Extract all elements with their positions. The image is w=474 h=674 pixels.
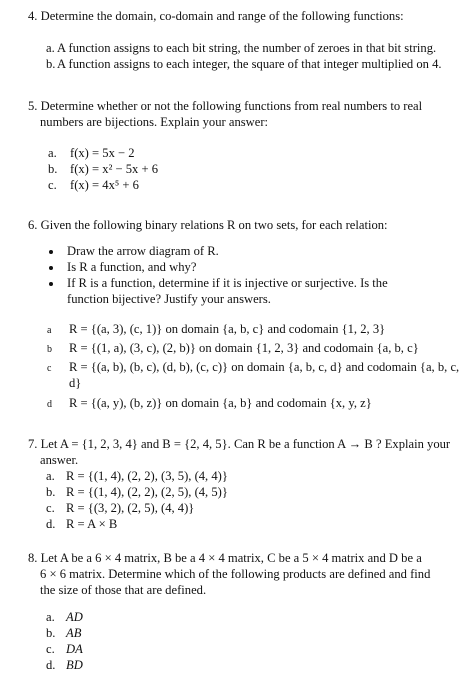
q5-item-b-expr: f(x) = x² − 5x + 6: [70, 162, 159, 176]
q7-item-d-expr: R = A × B: [66, 517, 118, 531]
q6-bullet-3: If R is a function, determine if it is injective or surjective. Is the: [67, 276, 388, 290]
q8-item-a-expr: AD: [66, 610, 83, 624]
q8-title-line-1: 8. Let A be a 6 × 4 matrix, B be a 4 × 4 matrix, C be a 5 × 4 matrix and D be a: [28, 551, 422, 565]
q6-item-c-text-continued: d}: [69, 376, 82, 390]
q6-bullet-1: Draw the arrow diagram of R.: [67, 244, 219, 258]
q6-item-b-label: b: [47, 344, 52, 355]
q5-item-b-label: b.: [48, 162, 58, 176]
q6-item-a-label: a: [47, 325, 52, 336]
q4-title: 4. Determine the domain, co-domain and range of the following functions:: [28, 9, 404, 23]
q8-title-line-3: the size of those that are defined.: [40, 583, 207, 597]
q8-title-line-2: 6 × 6 matrix. Determine which of the following products are defined and find: [40, 567, 431, 581]
q5-item-c-expr: f(x) = 4x⁵ + 6: [70, 178, 139, 192]
q4-item-b-label: b.: [46, 57, 56, 71]
q7-title-line-1: 7. Let A = {1, 2, 3, 4} and B = {2, 4, 5}. Can R be a function A → B ? Explain your: [28, 437, 451, 451]
q5-item-a-expr: f(x) = 5x − 2: [70, 146, 135, 160]
q4-item-a-text: A function assigns to each bit string, the number of zeroes in that bit string.: [57, 41, 437, 55]
bullet-dot: [49, 282, 53, 286]
q8-item-c-expr: DA: [66, 642, 83, 656]
bullet-dot: [49, 266, 53, 270]
q7-title-line-2: answer.: [40, 453, 79, 467]
q6-item-d-text: R = {(a, y), (b, z)} on domain {a, b} and codomain {x, y, z}: [69, 396, 372, 410]
q8-item-d-expr: BD: [66, 658, 83, 672]
q7-item-b-label: b.: [46, 485, 56, 499]
q5-title-line-2: numbers are bijections. Explain your answer:: [40, 115, 269, 129]
q5-item-c-label: c.: [48, 178, 57, 192]
q8-item-b-expr: AB: [66, 626, 82, 640]
q8-item-b-label: b.: [46, 626, 56, 640]
q7-item-d-label: d.: [46, 517, 56, 531]
q6-bullet-2: Is R a function, and why?: [67, 260, 197, 274]
q6-item-b-text: R = {(1, a), (3, c), (2, b)} on domain {1, 2, 3} and codomain {a, b, c}: [69, 341, 419, 355]
q6-item-c-text: R = {(a, b), (b, c), (d, b), (c, c)} on domain {a, b, c, d} and codomain {a, b, c,: [69, 360, 460, 374]
q7-item-a-expr: R = {(1, 4), (2, 2), (3, 5), (4, 4)}: [66, 469, 228, 483]
q5-item-a-label: a.: [48, 146, 57, 160]
q6-item-d-label: d: [47, 399, 52, 410]
q6-item-c-label: c: [47, 363, 52, 374]
q7-item-c-expr: R = {(3, 2), (2, 5), (4, 4)}: [66, 501, 195, 515]
q4-item-b-text: A function assigns to each integer, the square of that integer multiplied on 4.: [57, 57, 442, 71]
q7-item-b-expr: R = {(1, 4), (2, 2), (2, 5), (4, 5)}: [66, 485, 228, 499]
q7-item-a-label: a.: [46, 469, 55, 483]
q6-bullet-3-continued: function bijective? Justify your answers.: [67, 292, 271, 306]
bullet-dot: [49, 250, 53, 254]
q6-title: 6. Given the following binary relations R on two sets, for each relation:: [28, 218, 388, 232]
q4-item-a-label: a.: [46, 41, 55, 55]
q7-item-c-label: c.: [46, 501, 55, 515]
q5-title-line-1: 5. Determine whether or not the following functions from real numbers to real: [28, 99, 423, 113]
q8-item-d-label: d.: [46, 658, 56, 672]
q8-item-a-label: a.: [46, 610, 55, 624]
q8-item-c-label: c.: [46, 642, 55, 656]
q6-item-a-text: R = {(a, 3), (c, 1)} on domain {a, b, c} and codomain {1, 2, 3}: [69, 322, 386, 336]
